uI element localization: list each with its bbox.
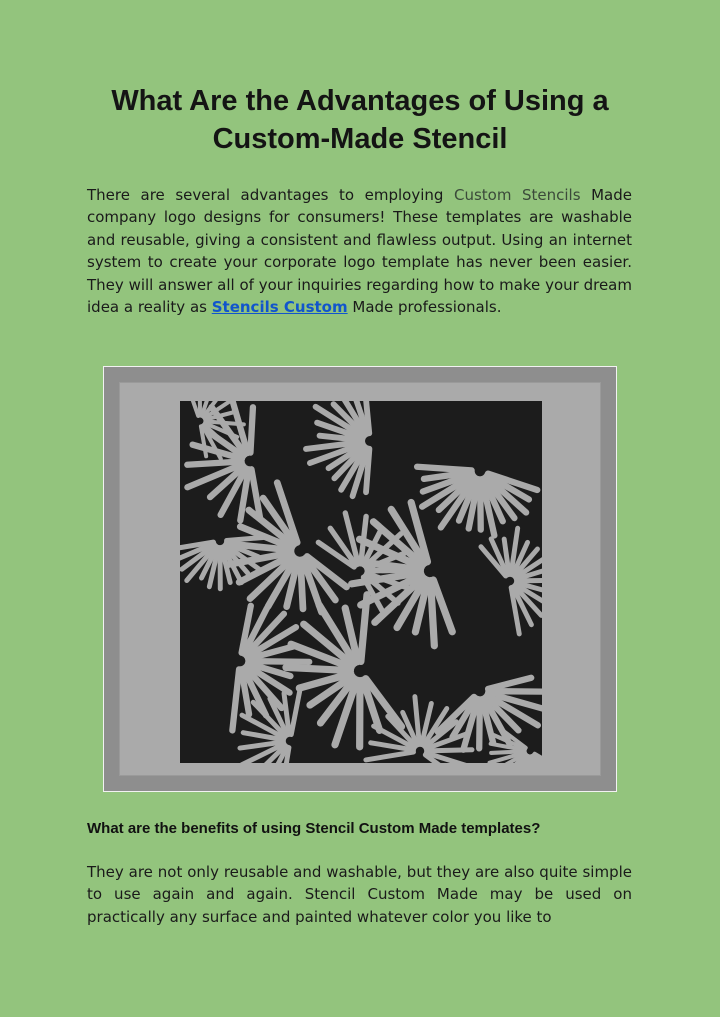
intro-text-3: Made professionals.: [347, 298, 502, 317]
petal-stroke: [250, 407, 252, 452]
petal-stroke: [480, 479, 481, 529]
petal-stroke: [488, 691, 541, 692]
page-title: What Are the Advantages of Using a Custom-Made Stencil: [111, 85, 609, 155]
petal-stroke: [300, 560, 303, 609]
petal-stroke: [491, 751, 524, 753]
petal-stroke: [286, 667, 350, 670]
custom-stencils-text: Custom Stencils: [453, 186, 581, 204]
petal-stroke: [367, 570, 408, 571]
petal-stroke: [227, 537, 263, 540]
petal-stroke: [417, 467, 472, 471]
petal-stroke: [427, 750, 472, 751]
stencil-panel: [119, 382, 601, 776]
benefits-paragraph: They are not only reusable and washable, but they are also quite simple to use again and again. Stencil Custom Made may be used on practically any surface and painted whatever color you like to: [87, 863, 632, 926]
stencils-custom-link[interactable]: Stencils Custom: [211, 298, 348, 317]
stencil-image: [103, 366, 617, 792]
benefits-subheading: What are the benefits of using Stencil Custom Made templates?: [87, 820, 541, 837]
intro-text-2: Made company logo designs for consumers! These templates are washable and reusable, giving a consistent and flawless output. Using an internet system to create your corporate logo template has never been easier. They will answer all of your inquiries regarding how to make your dream idea a reality as: [87, 186, 632, 317]
intro-paragraph: [87, 184, 632, 318]
intro-text-1: There are several advantages to employing: [87, 186, 454, 204]
petal-stroke: [517, 580, 542, 581]
petal-stroke: [479, 699, 480, 748]
petal-stroke: [187, 462, 241, 465]
petal-stroke: [248, 661, 309, 662]
floral-stencil-icon: [180, 401, 542, 763]
petal-stroke: [431, 581, 435, 646]
